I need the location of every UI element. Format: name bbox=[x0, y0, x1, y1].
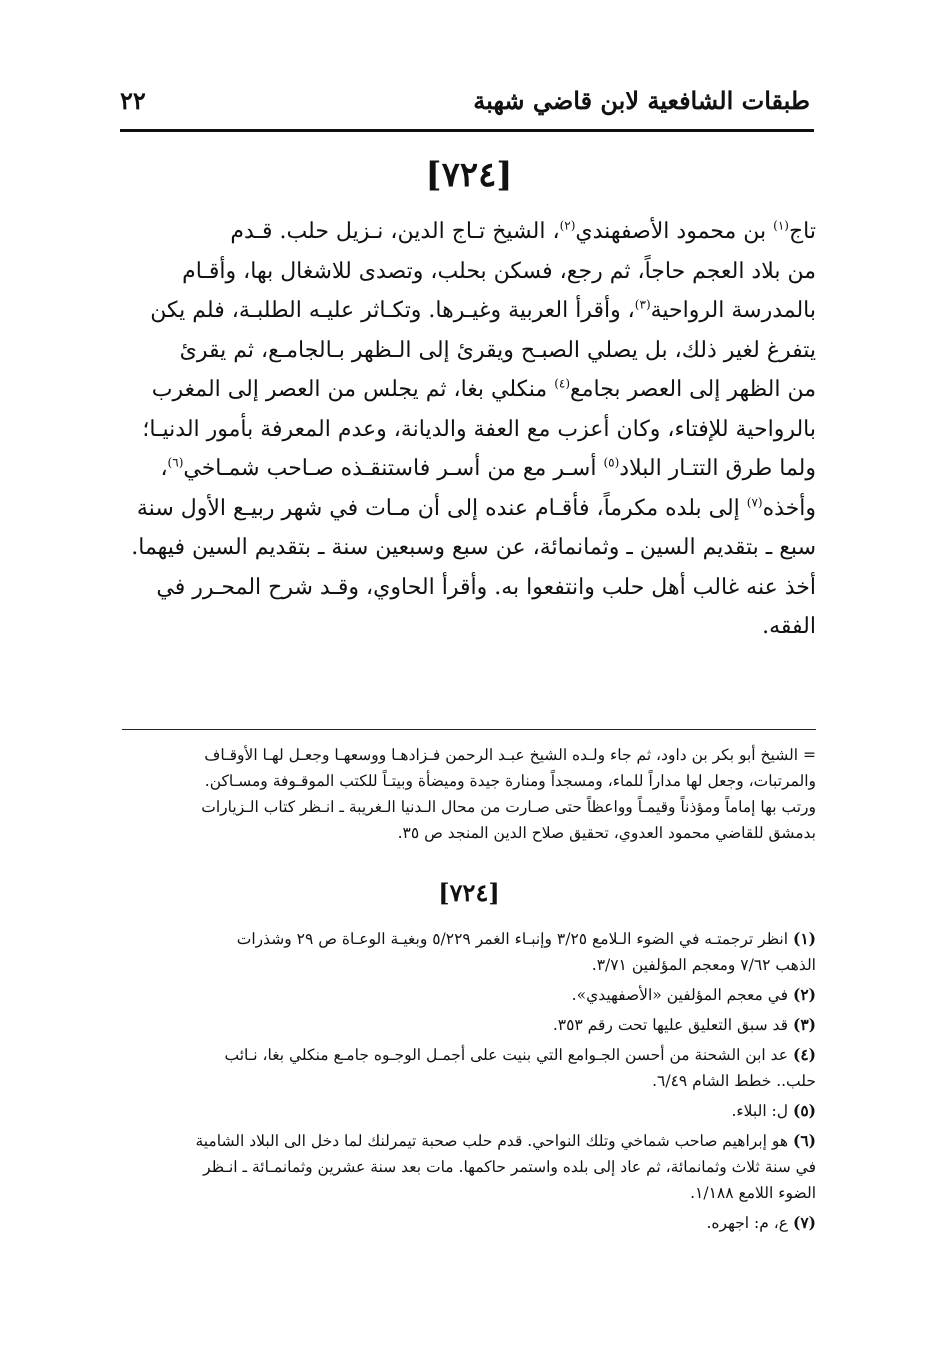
footnote-line: = الشيخ أبو بكر بن داود، ثم جاء ولـده الشيخ عبـد الرحمن فـزادهـا ووسعهـا وجعـل لهـا الأوقـاف bbox=[204, 746, 816, 764]
biography-line: بالمدرسة الرواحية$^{(٣)}$، وأقرأ العربية وغيـرها. وتكـاثر عليـه الطلبـة، فلم يكن bbox=[150, 297, 816, 323]
biography-text bbox=[120, 212, 816, 647]
footnote-item: (٢) في معجم المؤلفين «الأصفهيدي». bbox=[571, 985, 816, 1004]
footnote-ref: (٥) bbox=[603, 455, 620, 470]
biography-line: من الظهر إلى العصر بجامع$^{(٤)}$ منكلي بغا، ثم يجلس من العصر إلى المغرب bbox=[151, 376, 816, 402]
biography-line: بالرواحية للإفتاء، وكان أعزب مع العفة والديانة، وعدم المعرفة بأمور الدنيـا؛ bbox=[142, 416, 816, 442]
footnote-ref: (٧) bbox=[746, 495, 763, 510]
footnote-number: (٦) bbox=[792, 1131, 816, 1150]
footnote-ref: (٤) bbox=[554, 376, 571, 391]
entry-number: [٧٢٤] bbox=[425, 155, 513, 195]
footnote-number: (٤) bbox=[792, 1045, 816, 1064]
footnote-line: ورتب بها إماماً ومؤذناً وقيمـاً وواعظاً حتى صـارت من محال الـدنيا الـغريبة ـ انـظر كتاب الـزيارات bbox=[201, 798, 816, 816]
header-rule bbox=[120, 129, 814, 132]
biography-line: وأخذه$^{(٧)}$ إلى بلده مكرماً، فأقـام عنده إلى أن مـات في شهر ربيـع الأول سنة bbox=[136, 495, 816, 521]
biography-line: ولما طرق التتـار البلاد$^{(٥)}$ أسـر مع من أسـر فاستنقـذه صـاحب شمـاخي$^{(٦)}$، bbox=[160, 455, 816, 481]
continued-footnote bbox=[120, 742, 816, 846]
footnote-number: (١) bbox=[792, 929, 816, 948]
footnote-ref: (٣) bbox=[634, 297, 651, 312]
footnotes-entry-number: [٧٢٤] bbox=[438, 878, 500, 907]
footnote-item: (٦) هو إبراهيم صاحب شماخي وتلك النواحي. قدم حلب صحبة تيمرلنك لما دخل الى البلاد الشامية في سنة ثلاث وثمانمائة، ثم عاد إلى بلده واستمر حاكمها. مات بعد سنة عشرين وثمانمـائة ـ انـظر الضوء اللامع ١/١٨٨. bbox=[195, 1131, 816, 1202]
footnote-item: (١) انظر ترجمتـه في الضوء الـلامع ٣/٢٥ وإنبـاء الغمر ٥/٢٢٩ وبغيـة الوعـاة ص ٢٩ وشذرات الذهب ٧/٦٢ ومعجم المؤلفين ٣/٧١. bbox=[236, 929, 816, 974]
footnote-number: (٥) bbox=[792, 1101, 816, 1120]
footnote-list bbox=[120, 926, 816, 1240]
footnote-ref: (٢) bbox=[559, 218, 576, 233]
biography-line: من بلاد العجم حاجاً، ثم رجع، فسكن بحلب، وتصدى للاشغال بها، وأقـام bbox=[182, 258, 816, 284]
footnote-line: بدمشق للقاضي محمود العدوي، تحقيق صلاح الدين المنجد ص ٣٥. bbox=[397, 824, 816, 842]
footnote-separator bbox=[122, 729, 816, 730]
running-header bbox=[120, 78, 810, 122]
footnote-ref: (١) bbox=[773, 218, 789, 233]
footnote-item: (٥) ل: البلاء. bbox=[731, 1101, 816, 1120]
biography-line: تاج$^{(١)}$ بن محمود الأصفهندي$^{(٢)}$، الشيخ تـاج الدين، نـزيل حلب. قـدم bbox=[230, 218, 816, 244]
footnote-number: (٧) bbox=[792, 1213, 816, 1232]
biography-line: الفقه. bbox=[762, 614, 816, 639]
biography-line: أخذ عنه غالب أهل حلب وانتفعوا به. وأقرأ الحاوي، وقـد شرح المحـرر في bbox=[156, 574, 816, 600]
page-number: ٢٢ bbox=[120, 85, 146, 115]
footnote-item: (٤) عد ابن الشحنة من أحسن الجـوامع التي بنيت على أجمـل الوجـوه جامـع منكلي بغا، نـائب حلب.. خطط الشام ٦/٤٩. bbox=[224, 1045, 816, 1090]
footnote-ref: (٦) bbox=[167, 455, 184, 470]
footnote-item: (٧) ع، م: اجهره. bbox=[706, 1213, 816, 1232]
footnote-item: (٣) قد سبق التعليق عليها تحت رقم ٣٥٣. bbox=[552, 1015, 816, 1034]
footnote-line: والمرتبات، وجعل لها مداراً للماء، ومسجداً ومنارة جيدة وميضأة وبيتـاً للكتب الموقـوفة ومسـاكن. bbox=[204, 772, 816, 790]
biography-line: يتفرغ لغير ذلك، بل يصلي الصبـح ويقرئ إلى الـظهر بـالجامـع، ثم يقرئ bbox=[179, 337, 816, 363]
book-title: طبقات الشافعية لابن قاضي شهبة bbox=[473, 85, 810, 115]
footnote-number: (٣) bbox=[792, 1015, 816, 1034]
footnote-number: (٢) bbox=[792, 985, 816, 1004]
biography-line: سبع ـ بتقديم السين ـ وثمانمائة، عن سبع وسبعين سنة ـ بتقديم السين فيهما. bbox=[131, 535, 816, 560]
